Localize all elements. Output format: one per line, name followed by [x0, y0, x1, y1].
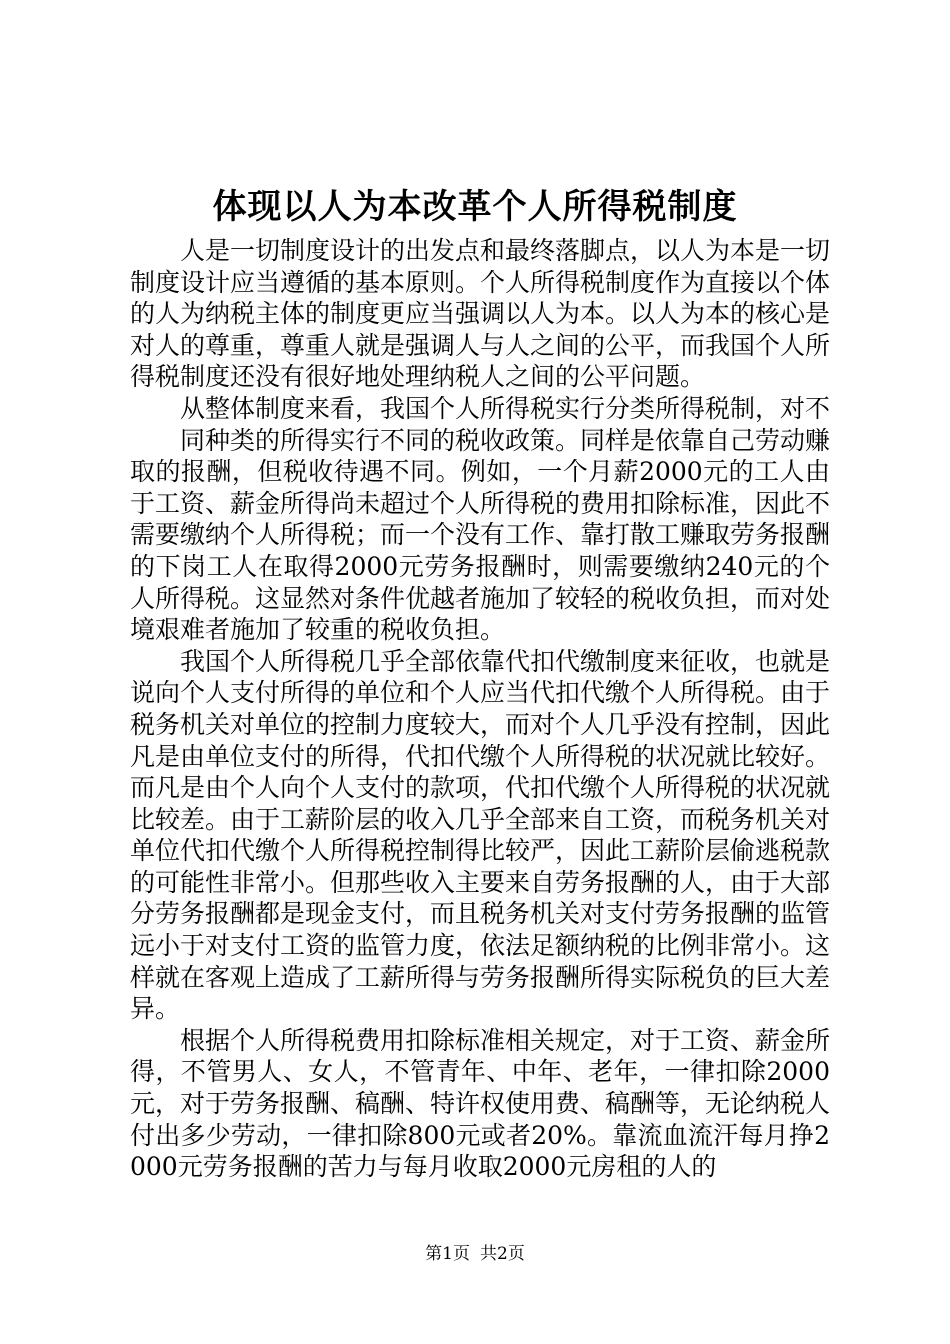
paragraph-4: 我国个人所得税几乎全部依靠代扣代缴制度来征收，也就是说向个人支付所得的单位和个人应当代扣代缴个人所得税。由于税务机关对单位的控制力度较大，而对个人几乎没有控制，因此凡是由单位支付的所得，代扣代缴个人所得税的状况就比较好。而凡是由个人向个人支付的款项，代扣代缴个人所得税的状况就比较差。由于工薪阶层的收入几乎全部来自工资，而税务机关对单位代扣代缴个人所得税控制得比较严，因此工薪阶层偷逃税款的可能性非常小。但那些收入主要来自劳务报酬的人，由于大部分劳务报酬都是现金支付，而且税务机关对支付劳务报酬的监管远小于对支付工资的监管力度，依法足额纳税的比例非常小。这样就在客观上造成了工薪所得与劳务报酬所得实际税负的巨大差异。: [130, 646, 831, 1024]
paragraph-3: 同种类的所得实行不同的税收政策。同样是依靠自己劳动赚取的报酬，但税收待遇不同。例如，一个月薪2000元的工人由于工资、薪金所得尚未超过个人所得税的费用扣除标准，因此不需要缴纳个人所得税；而一个没有工作、靠打散工赚取劳务报酬的下岗工人在取得2000元劳务报酬时，则需要缴纳240元的个人所得税。这显然对条件优越者施加了较轻的税收负担，而对处境艰难者施加了较重的税收负担。: [130, 425, 831, 645]
document-body: [130, 235, 830, 1183]
paragraph-1: 人是一切制度设计的出发点和最终落脚点，以人为本是一切制度设计应当遵循的基本原则。个人所得税制度作为直接以个体的人为纳税主体的制度更应当强调以人为本。以人为本的核心是对人的尊重，尊重人就是强调人与人之间的公平，而我国个人所得税制度还没有很好地处理纳税人之间的公平问题。: [130, 236, 831, 392]
paragraph-2: 从整体制度来看，我国个人所得税实行分类所得税制，对不: [180, 393, 831, 423]
paragraph-5: 根据个人所得税费用扣除标准相关规定，对于工资、薪金所得，不管男人、女人，不管青年、中年、老年，一律扣除2000元，对于劳务报酬、稿酬、特许权使用费、稿酬等，无论纳税人付出多少劳动，一律扣除800元或者20%。靠流血流汗每月挣2000元劳务报酬的苦力与每月收取2000元房租的人的: [130, 1025, 831, 1182]
page-footer: [0, 1242, 950, 1266]
document-title: 体现以人为本改革个人所得税制度: [212, 187, 738, 227]
page-total: 共2页: [480, 1244, 525, 1264]
page-number: 第1页: [425, 1244, 470, 1264]
